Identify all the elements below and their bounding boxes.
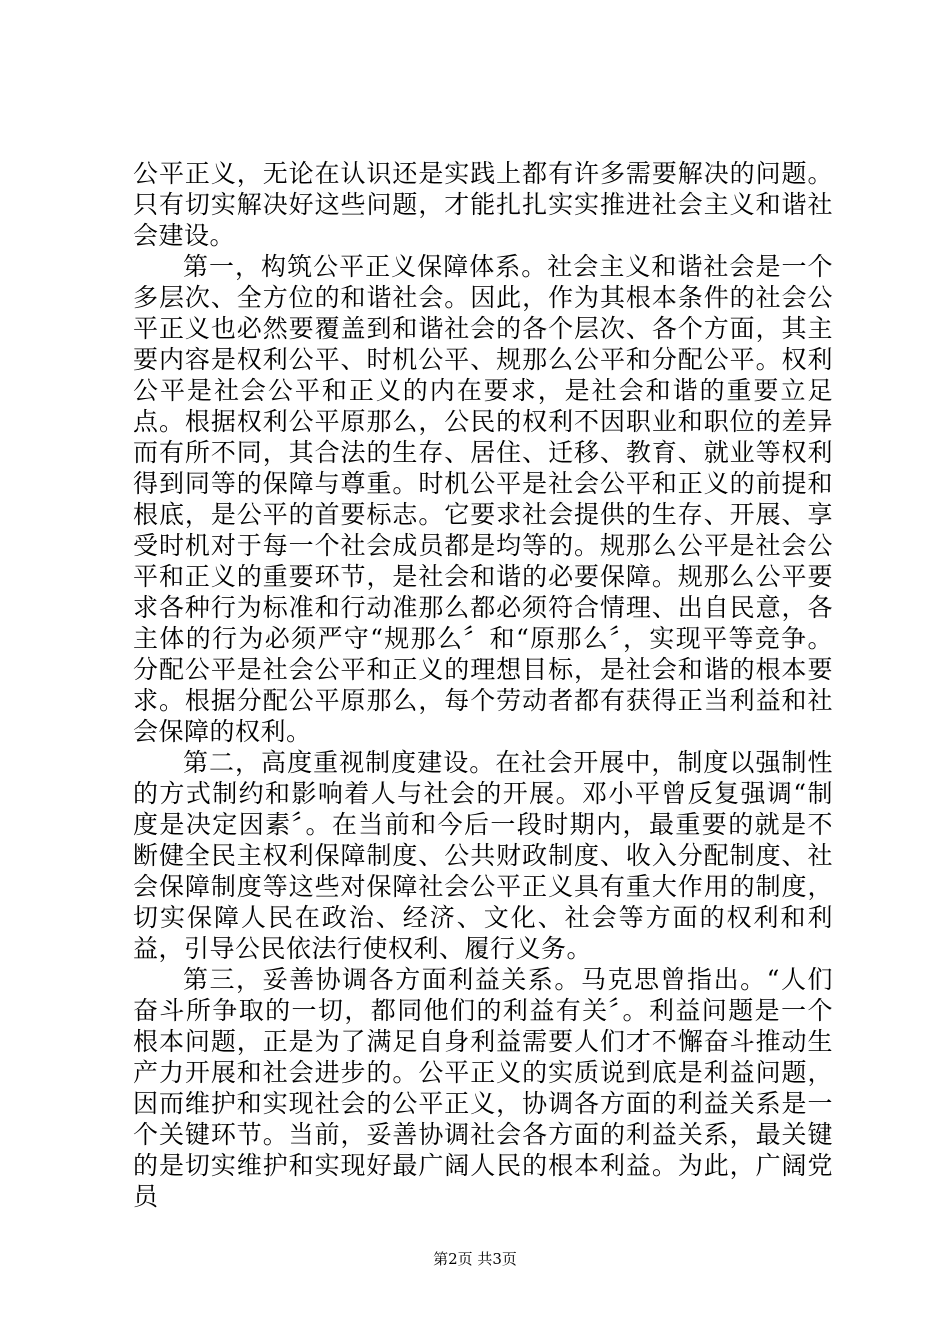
paragraph-intro: 公平正义，无论在认识还是实践上都有许多需要解决的问题。只有切实解决好这些问题，才能扎扎实实推进社会主义和谐社会建设。: [133, 159, 833, 250]
paragraph-point-three: 第三，妥善协调各方面利益关系。马克思曾指出。“人们奋斗所争取的一切，都同他们的利益有关〞。利益问题是一个根本问题，正是为了满足自身利益需要人们才不懈奋斗推动生产力开展和社会进步的。公平正义的实质说到底是利益问题，因而维护和实现社会的公平正义，协调各方面的利益关系是一个关键环节。当前，妥善协调社会各方面的利益关系，最关键的是切实维护和实现好最广阔人民的根本利益。为此，广阔党员: [133, 965, 833, 1211]
paragraph-point-one: 第一，构筑公平正义保障体系。社会主义和谐社会是一个多层次、全方位的和谐社会。因此，作为其根本条件的社会公平正义也必然要覆盖到和谐社会的各个层次、各个方面，其主要内容是权利公平、时机公平、规那么公平和分配公平。权利公平是社会公平和正义的内在要求，是社会和谐的重要立足点。根据权利公平原那么，公民的权利不因职业和职位的差异而有所不同，其合法的生存、居住、迁移、教育、就业等权利得到同等的保障与尊重。时机公平是社会公平和正义的前提和根底，是公平的首要标志。它要求社会提供的生存、开展、享受时机对于每一个社会成员都是均等的。规那么公平是社会公平和正义的重要环节，是社会和谐的必要保障。规那么公平要求各种行为标准和行动准那么都必须符合情理、出自民意，各主体的行为必须严守“规那么〞和“原那么〞，实现平等竞争。分配公平是社会公平和正义的理想目标，是社会和谐的根本要求。根据分配公平原那么，每个劳动者都有获得正当利益和社会保障的权利。: [133, 252, 833, 746]
page-number-label: 第2页 共3页: [433, 1250, 517, 1268]
document-body: [133, 158, 833, 1212]
page-footer: [0, 1250, 950, 1268]
paragraph-point-two: 第二，高度重视制度建设。在社会开展中，制度以强制性的方式制约和影响着人与社会的开展。邓小平曾反复强调“制度是决定因素〞。在当前和今后一段时期内，最重要的就是不断健全民主权利保障制度、公共财政制度、收入分配制度、社会保障制度等这些对保障社会公平正义具有重大作用的制度，切实保障人民在政治、经济、文化、社会等方面的权利和利益，引导公民依法行使权利、履行义务。: [133, 748, 833, 963]
